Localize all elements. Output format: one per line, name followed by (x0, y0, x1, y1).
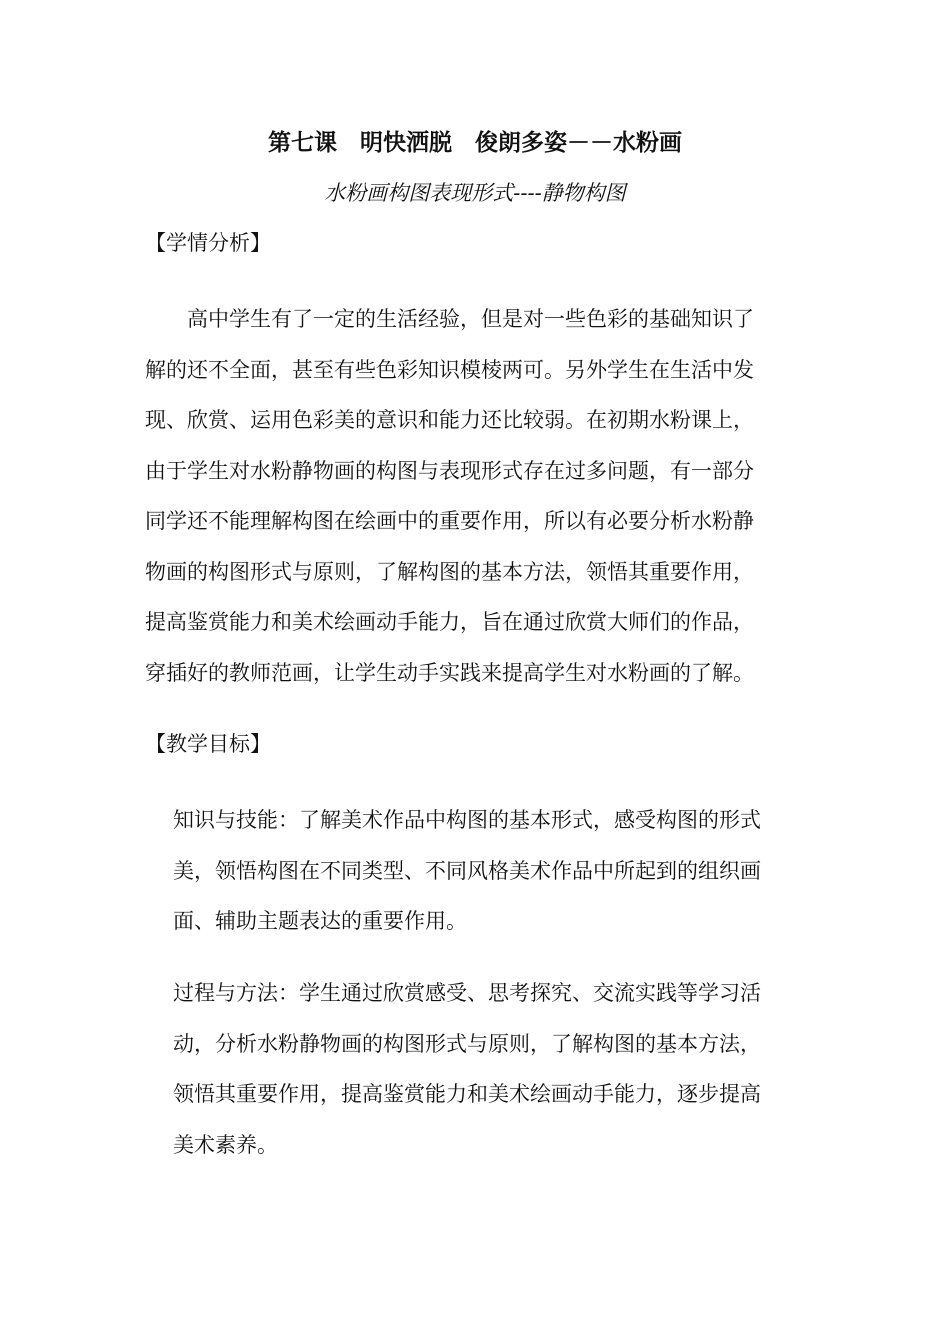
paragraph-line: 领悟其重要作用，提高鉴赏能力和美术绘画动手能力，逐步提高 (173, 1082, 761, 1106)
paragraph-line: 知识与技能：了解美术作品中构图的基本形式，感受构图的形式 (173, 808, 761, 832)
paragraph-line: 美术素养。 (173, 1132, 278, 1157)
paragraph-line: 提高鉴赏能力和美术绘画动手能力，旨在通过欣赏大师们的作品， (145, 610, 754, 634)
paragraph-line: 过程与方法：学生通过欣赏感受、思考探究、交流实践等学习活 (173, 981, 761, 1005)
section-heading-analysis: 【学情分析】 (145, 231, 271, 255)
page-title: 第七课 明快洒脱 俊朗多姿－－水粉画 (268, 130, 682, 156)
section-heading-objectives: 【教学目标】 (145, 732, 271, 756)
paragraph-line: 现、欣赏、运用色彩美的意识和能力还比较弱。在初期水粉课上， (145, 408, 754, 432)
objective-knowledge-paragraph (173, 795, 761, 947)
paragraph-line: 美，领悟构图在不同类型、不同风格美术作品中所起到的组织画 (173, 858, 761, 883)
paragraph-line: 同学还不能理解构图在绘画中的重要作用，所以有必要分析水粉静 (145, 509, 754, 533)
analysis-paragraph (145, 294, 754, 698)
paragraph-line: 物画的构图形式与原则，了解构图的基本方法，领悟其重要作用， (145, 559, 754, 584)
paragraph-line: 由于学生对水粉静物画的构图与表现形式存在过多问题，有一部分 (145, 458, 754, 483)
paragraph-line: 动，分析水粉静物画的构图形式与原则，了解构图的基本方法， (173, 1031, 761, 1056)
page-subtitle: 水粉画构图表现形式----静物构图 (324, 181, 626, 205)
paragraph-line: 穿插好的教师范画，让学生动手实践来提高学生对水粉画的了解。 (145, 660, 754, 685)
paragraph-line: 面、辅助主题表达的重要作用。 (173, 909, 467, 933)
paragraph-line: 高中学生有了一定的生活经验，但是对一些色彩的基础知识了 (145, 307, 754, 331)
objective-process-paragraph (173, 968, 761, 1170)
paragraph-line: 解的还不全面，甚至有些色彩知识模棱两可。另外学生在生活中发 (145, 357, 754, 382)
